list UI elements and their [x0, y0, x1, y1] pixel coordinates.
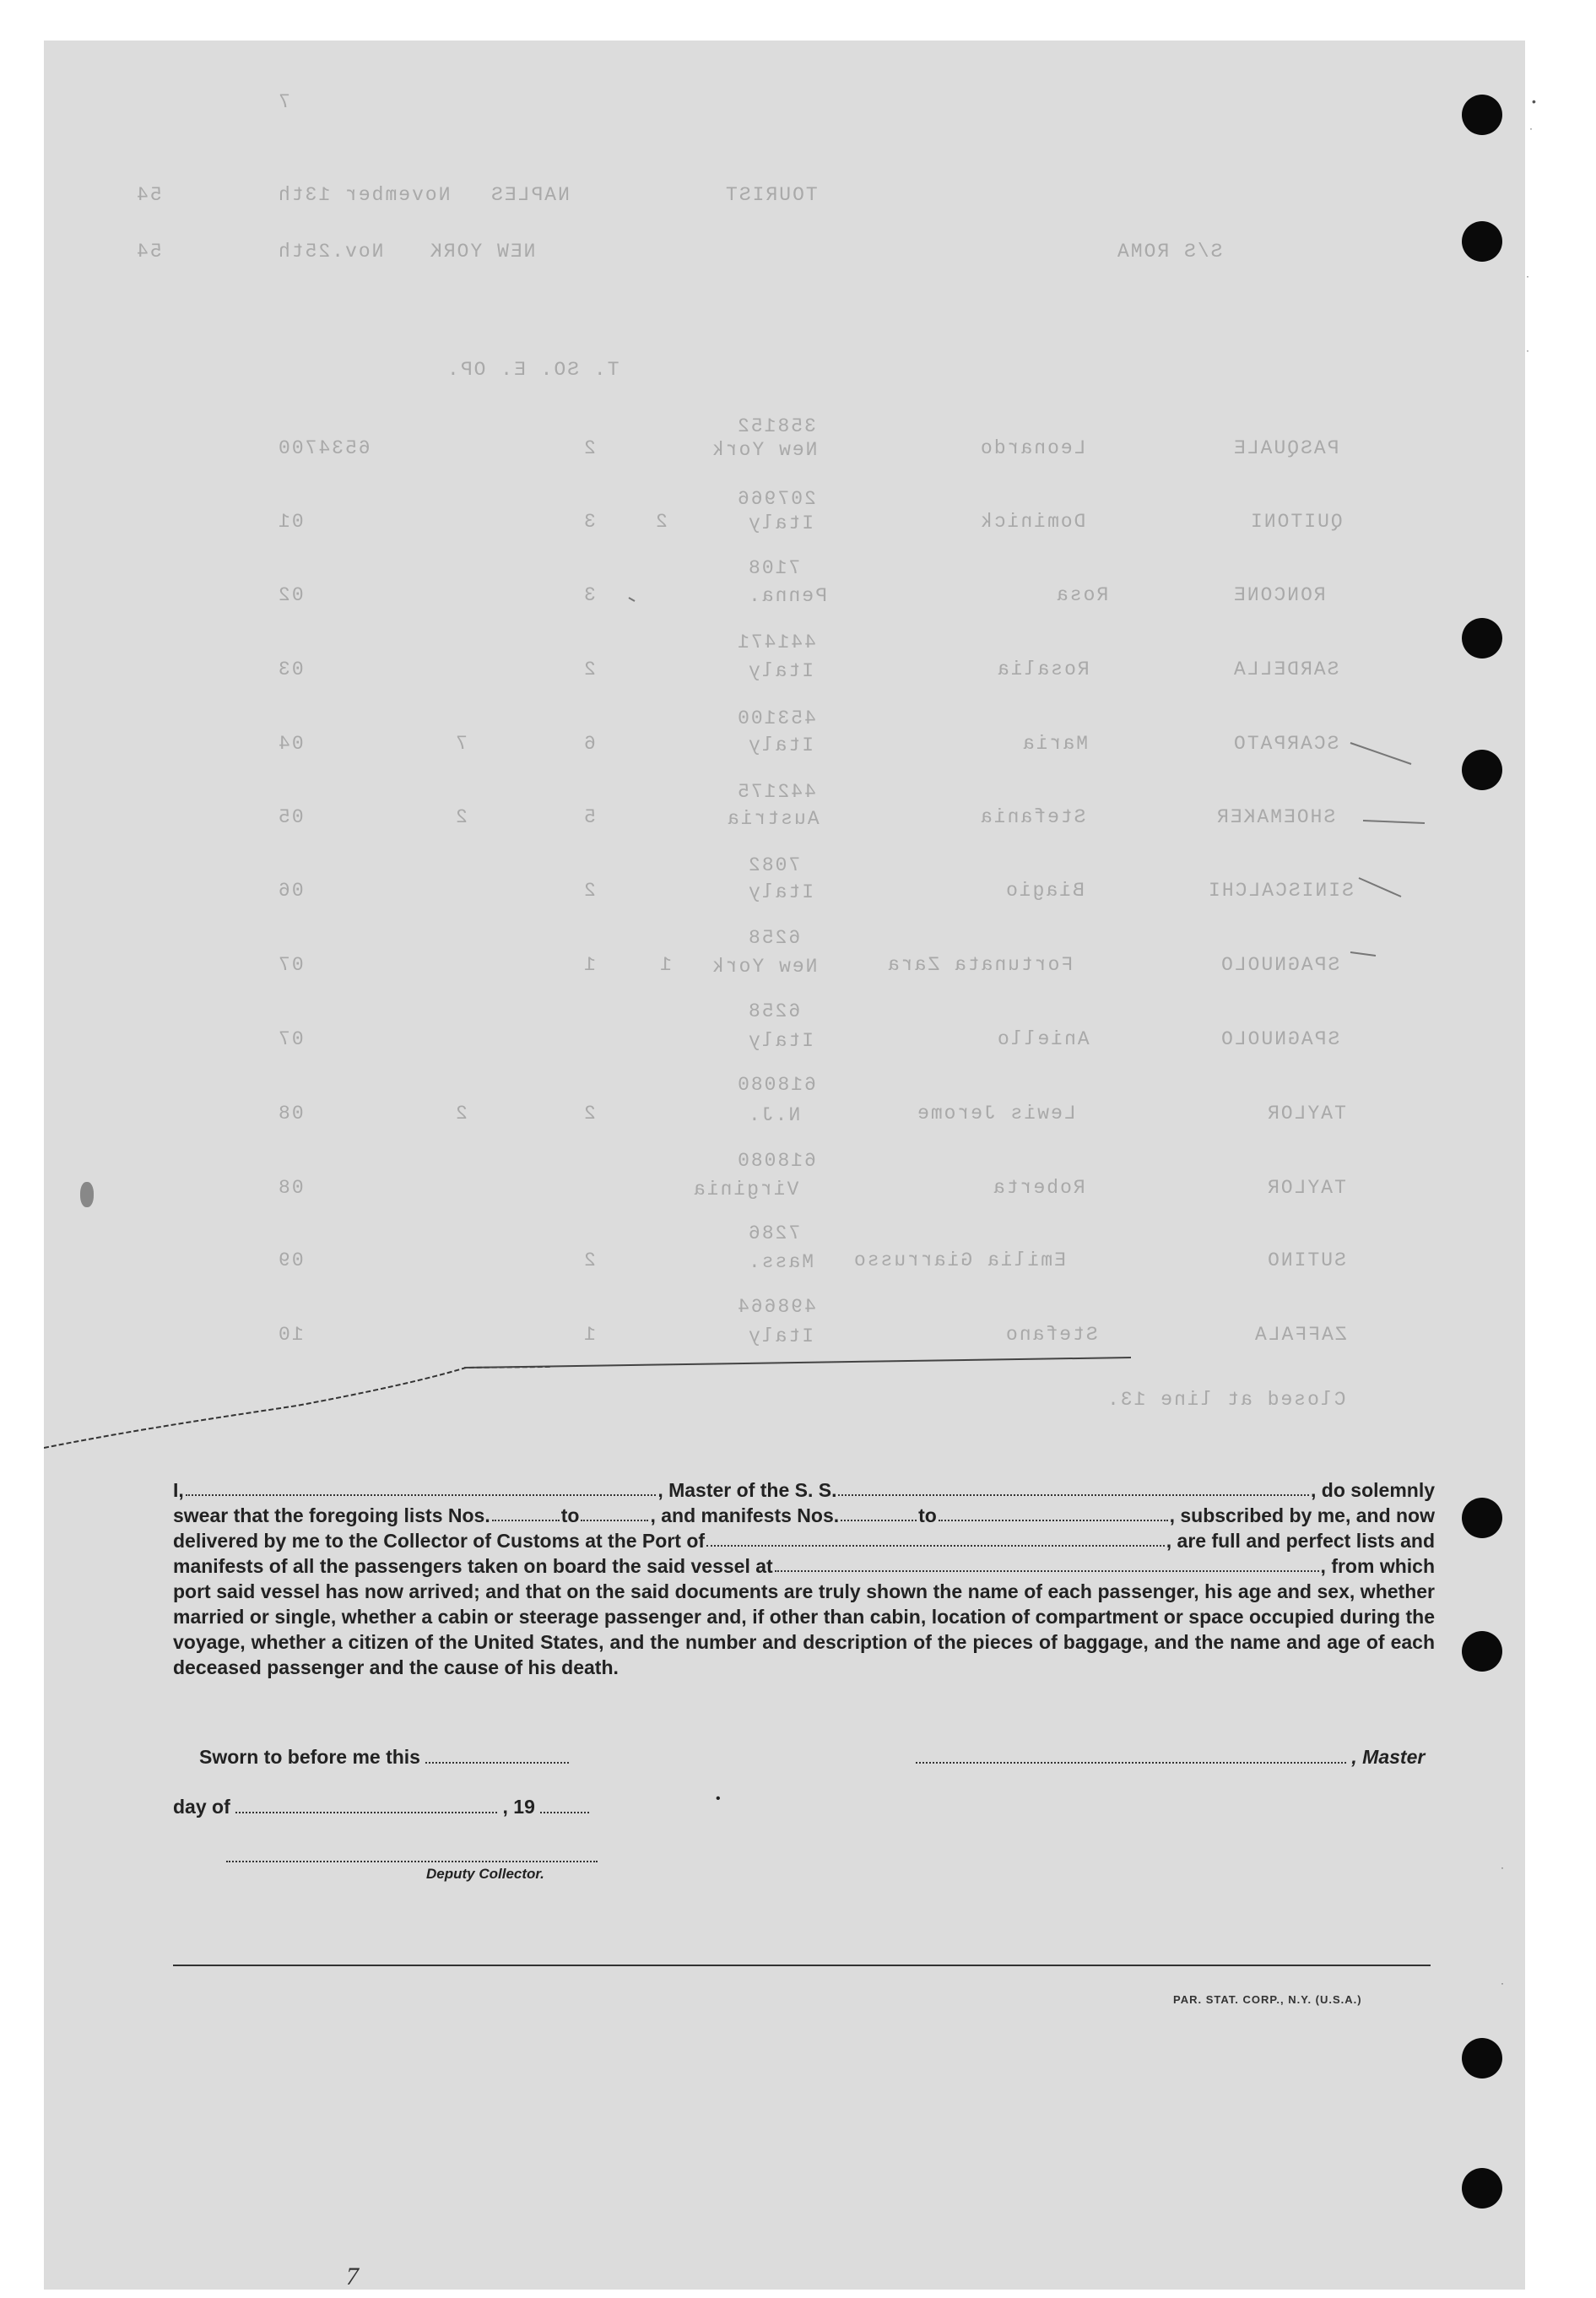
bleed-place: Italy [747, 1030, 814, 1052]
bleed-given: Rosalia [996, 659, 1090, 680]
bleed-line: 08 [277, 1103, 304, 1125]
bleed-vessel: S/S ROMA [1116, 241, 1223, 263]
bleed-line: 10 [277, 1324, 304, 1346]
bleed-date-arr: Nov.25th [277, 241, 384, 263]
bleed-ref: 453100 [736, 707, 816, 729]
bleed-surname: SPAGNUOLO [1220, 1028, 1340, 1050]
blank-port-of-departure[interactable] [775, 1553, 1319, 1572]
bleed-given: Leonardo [979, 437, 1086, 459]
oath-line-4 [173, 1553, 1435, 1579]
bleed-date-dep: November 13th [277, 184, 451, 206]
bleed-ref: 498664 [736, 1296, 816, 1318]
bleed-closing-note: Closed at line 13. [1106, 1389, 1346, 1411]
blank-manifest-from[interactable] [841, 1503, 917, 1521]
tear-segment [464, 1351, 1139, 1376]
bleed-ref: 7108 [747, 557, 801, 579]
bleed-port-arr: NEW YORK [429, 241, 536, 263]
bleed-given: Dominick [979, 511, 1086, 533]
bleed-given: Lewis Jerome [916, 1103, 1076, 1125]
speck: • [1532, 95, 1536, 108]
bleed-surname: TAYLOR [1266, 1177, 1346, 1199]
bleed-columns: T. SO. E. OP. [446, 359, 619, 381]
bleed-c1: 2 [582, 880, 596, 902]
bleed-ref: 618080 [736, 1074, 816, 1096]
bleed-line: 06 [277, 880, 304, 902]
bleed-ref: 7286 [747, 1222, 801, 1244]
blank-year[interactable] [540, 1812, 589, 1813]
bleed-surname: TAYLOR [1266, 1103, 1346, 1125]
bleed-c2: 2 [654, 511, 668, 533]
bleed-place: Italy [747, 734, 814, 756]
bleed-surname: SUTINO [1266, 1249, 1346, 1271]
bleed-c2: 2 [454, 806, 468, 828]
oath-line-1 [173, 1477, 1435, 1503]
bleed-place: Virginia [692, 1179, 799, 1200]
speck: · [1501, 1977, 1504, 1989]
oath-delivered: delivered by me to the Collector of Customs at the Port of [173, 1530, 706, 1552]
bleed-c2: 7 [454, 733, 468, 755]
year-label: , 19 [502, 1796, 535, 1818]
speck: · [1501, 1862, 1504, 1873]
handwritten-page-number: 7 [346, 2263, 359, 2290]
bleed-place: Mass. [747, 1251, 814, 1273]
bleed-page-no: 7 [277, 91, 290, 113]
bottom-rule [173, 1965, 1431, 1966]
bleed-line: 08 [277, 1177, 304, 1199]
bleed-surname: PASQUALE [1232, 437, 1339, 459]
blank-master-name[interactable] [186, 1477, 657, 1496]
bleed-year-arr: 54 [135, 241, 162, 263]
bleed-surname: QUITONI [1249, 511, 1343, 533]
blank-sworn-day[interactable] [425, 1762, 569, 1764]
bleed-surname: SCARPATO [1232, 733, 1339, 755]
master-label: , Master [1351, 1746, 1426, 1768]
bleed-line: 02 [277, 584, 304, 606]
bleed-given: Roberta [992, 1177, 1085, 1199]
oath-full-perfect: , are full and perfect lists and [1166, 1530, 1435, 1552]
bleed-year-dep: 54 [135, 184, 162, 206]
blank-vessel-name[interactable] [838, 1477, 1309, 1496]
bleed-given: Biagio [1004, 880, 1085, 902]
bleed-line: 05 [277, 806, 304, 828]
blank-month[interactable] [235, 1812, 497, 1813]
blank-list-from[interactable] [492, 1503, 560, 1521]
bleed-ref: 207966 [736, 488, 816, 510]
oath-solemnly: , do solemnly [1311, 1479, 1436, 1501]
day-of-label: day of [173, 1796, 230, 1818]
oath-line-2 [173, 1503, 1435, 1528]
bleed-place: New York [711, 439, 818, 461]
bleed-ref: 441471 [736, 631, 816, 653]
bleed-surname: SINISCALCHI [1207, 880, 1354, 902]
bleed-ref: 358152 [736, 415, 816, 437]
oath-body: port said vessel has now arrived; and that on the said documents are truly shown the name of each passenger, his age and sex, whether married or single, whether a cabin or steerage passenger and, if other than cabin, location of compartment or space occupied during the voyage, whether a citizen of the United States, and the number and description of the pieces of baggage, and the name and age of each deceased passenger and the cause of his death. [173, 1580, 1435, 1678]
speck: · [1529, 122, 1533, 134]
bleed-place: Italy [747, 881, 814, 903]
oath-i: I, [173, 1479, 184, 1501]
bleed-given: Rosa [1055, 584, 1109, 606]
bleed-surname: SARDELLA [1232, 659, 1339, 680]
bleed-c2: 2 [454, 1103, 468, 1125]
speck: · [1526, 344, 1529, 356]
bleed-line: 03 [277, 659, 304, 680]
oath-master-of: , Master of the S. S. [657, 1479, 837, 1501]
blank-deputy-signature[interactable] [226, 1861, 598, 1862]
deputy-collector-label: Deputy Collector. [426, 1866, 544, 1882]
bleed-given: Emilia Giarrusso [852, 1249, 1066, 1271]
printer-imprint: PAR. STAT. CORP., N.Y. (U.S.A.) [1173, 1993, 1362, 2006]
bleed-class: TOURIST [724, 184, 818, 206]
bleed-ref: 6258 [747, 1000, 801, 1022]
bleed-place: Italy [747, 512, 814, 534]
sworn-label: Sworn to before me this [199, 1746, 420, 1768]
bleed-given: Fortunata Zara [886, 954, 1074, 976]
blank-port-of-arrival[interactable] [706, 1528, 1165, 1547]
bleed-line: 01 [277, 511, 304, 533]
bleed-c1: 2 [582, 1103, 596, 1125]
oath-manifests-nos: , and manifests Nos. [650, 1504, 840, 1526]
bleed-given: Aniello [996, 1028, 1090, 1050]
bleed-c1: 3 [582, 584, 596, 606]
oath-paragraph [173, 1477, 1435, 1680]
bleed-place: Penna. [747, 585, 827, 607]
oath-subscribed: , subscribed by me, and now [1169, 1504, 1435, 1526]
bleed-place: Austria [726, 808, 820, 830]
bleed-surname: SHOEMAKER [1215, 806, 1336, 828]
oath-from-which: , from which [1320, 1555, 1435, 1577]
bleed-c1: 2 [582, 1249, 596, 1271]
bleed-c1: 2 [582, 659, 596, 680]
bleed-c1: 3 [582, 511, 596, 533]
master-signature-row [916, 1746, 1425, 1769]
bleed-place: New York [711, 956, 818, 978]
bleed-place: Italy [747, 1325, 814, 1347]
blank-master-signature[interactable] [916, 1762, 1346, 1764]
bleed-ref: 618080 [736, 1150, 816, 1172]
bleed-c2: 1 [658, 954, 672, 976]
speck: · [1526, 270, 1529, 282]
bleed-c1: 5 [582, 806, 596, 828]
bleed-ref: 6258 [747, 927, 801, 949]
bleed-given: Stefania [979, 806, 1086, 828]
bleed-surname: ZAFFALA [1253, 1324, 1347, 1346]
sworn-row [199, 1746, 569, 1769]
bleed-given: Maria [1021, 733, 1089, 755]
speck: • [716, 1791, 721, 1806]
bleed-c1: 2 [582, 437, 596, 459]
bleed-line: 09 [277, 1249, 304, 1271]
bleed-c1: 1 [582, 1324, 596, 1346]
bleed-line: 04 [277, 733, 304, 755]
bleed-c1: 6 [582, 733, 596, 755]
bleed-ref: 7082 [747, 854, 801, 876]
blank-list-to[interactable] [581, 1503, 648, 1521]
bleed-line: 6534700 [277, 437, 371, 459]
oath-to-2: to [918, 1504, 937, 1526]
bleed-ref: 442175 [736, 781, 816, 803]
bleed-place: N.J. [747, 1104, 801, 1126]
bleed-line: 07 [277, 1028, 304, 1050]
bleed-surname: RONCONE [1232, 584, 1326, 606]
blank-manifest-to[interactable] [939, 1503, 1168, 1521]
day-of-row [173, 1796, 589, 1818]
bleed-port-dep: NAPLES [490, 184, 570, 206]
bleed-place: Italy [747, 660, 814, 682]
oath-line-3 [173, 1528, 1435, 1553]
oath-lists-nos: swear that the foregoing lists Nos. [173, 1504, 490, 1526]
oath-manifests-all: manifests of all the passengers taken on board the said vessel at [173, 1555, 773, 1577]
bleed-c1: 1 [582, 954, 596, 976]
bleed-line: 07 [277, 954, 304, 976]
bleed-surname: SPAGNUOLO [1220, 954, 1340, 976]
oath-to: to [560, 1504, 580, 1526]
bleed-given: Stefano [1004, 1324, 1098, 1346]
